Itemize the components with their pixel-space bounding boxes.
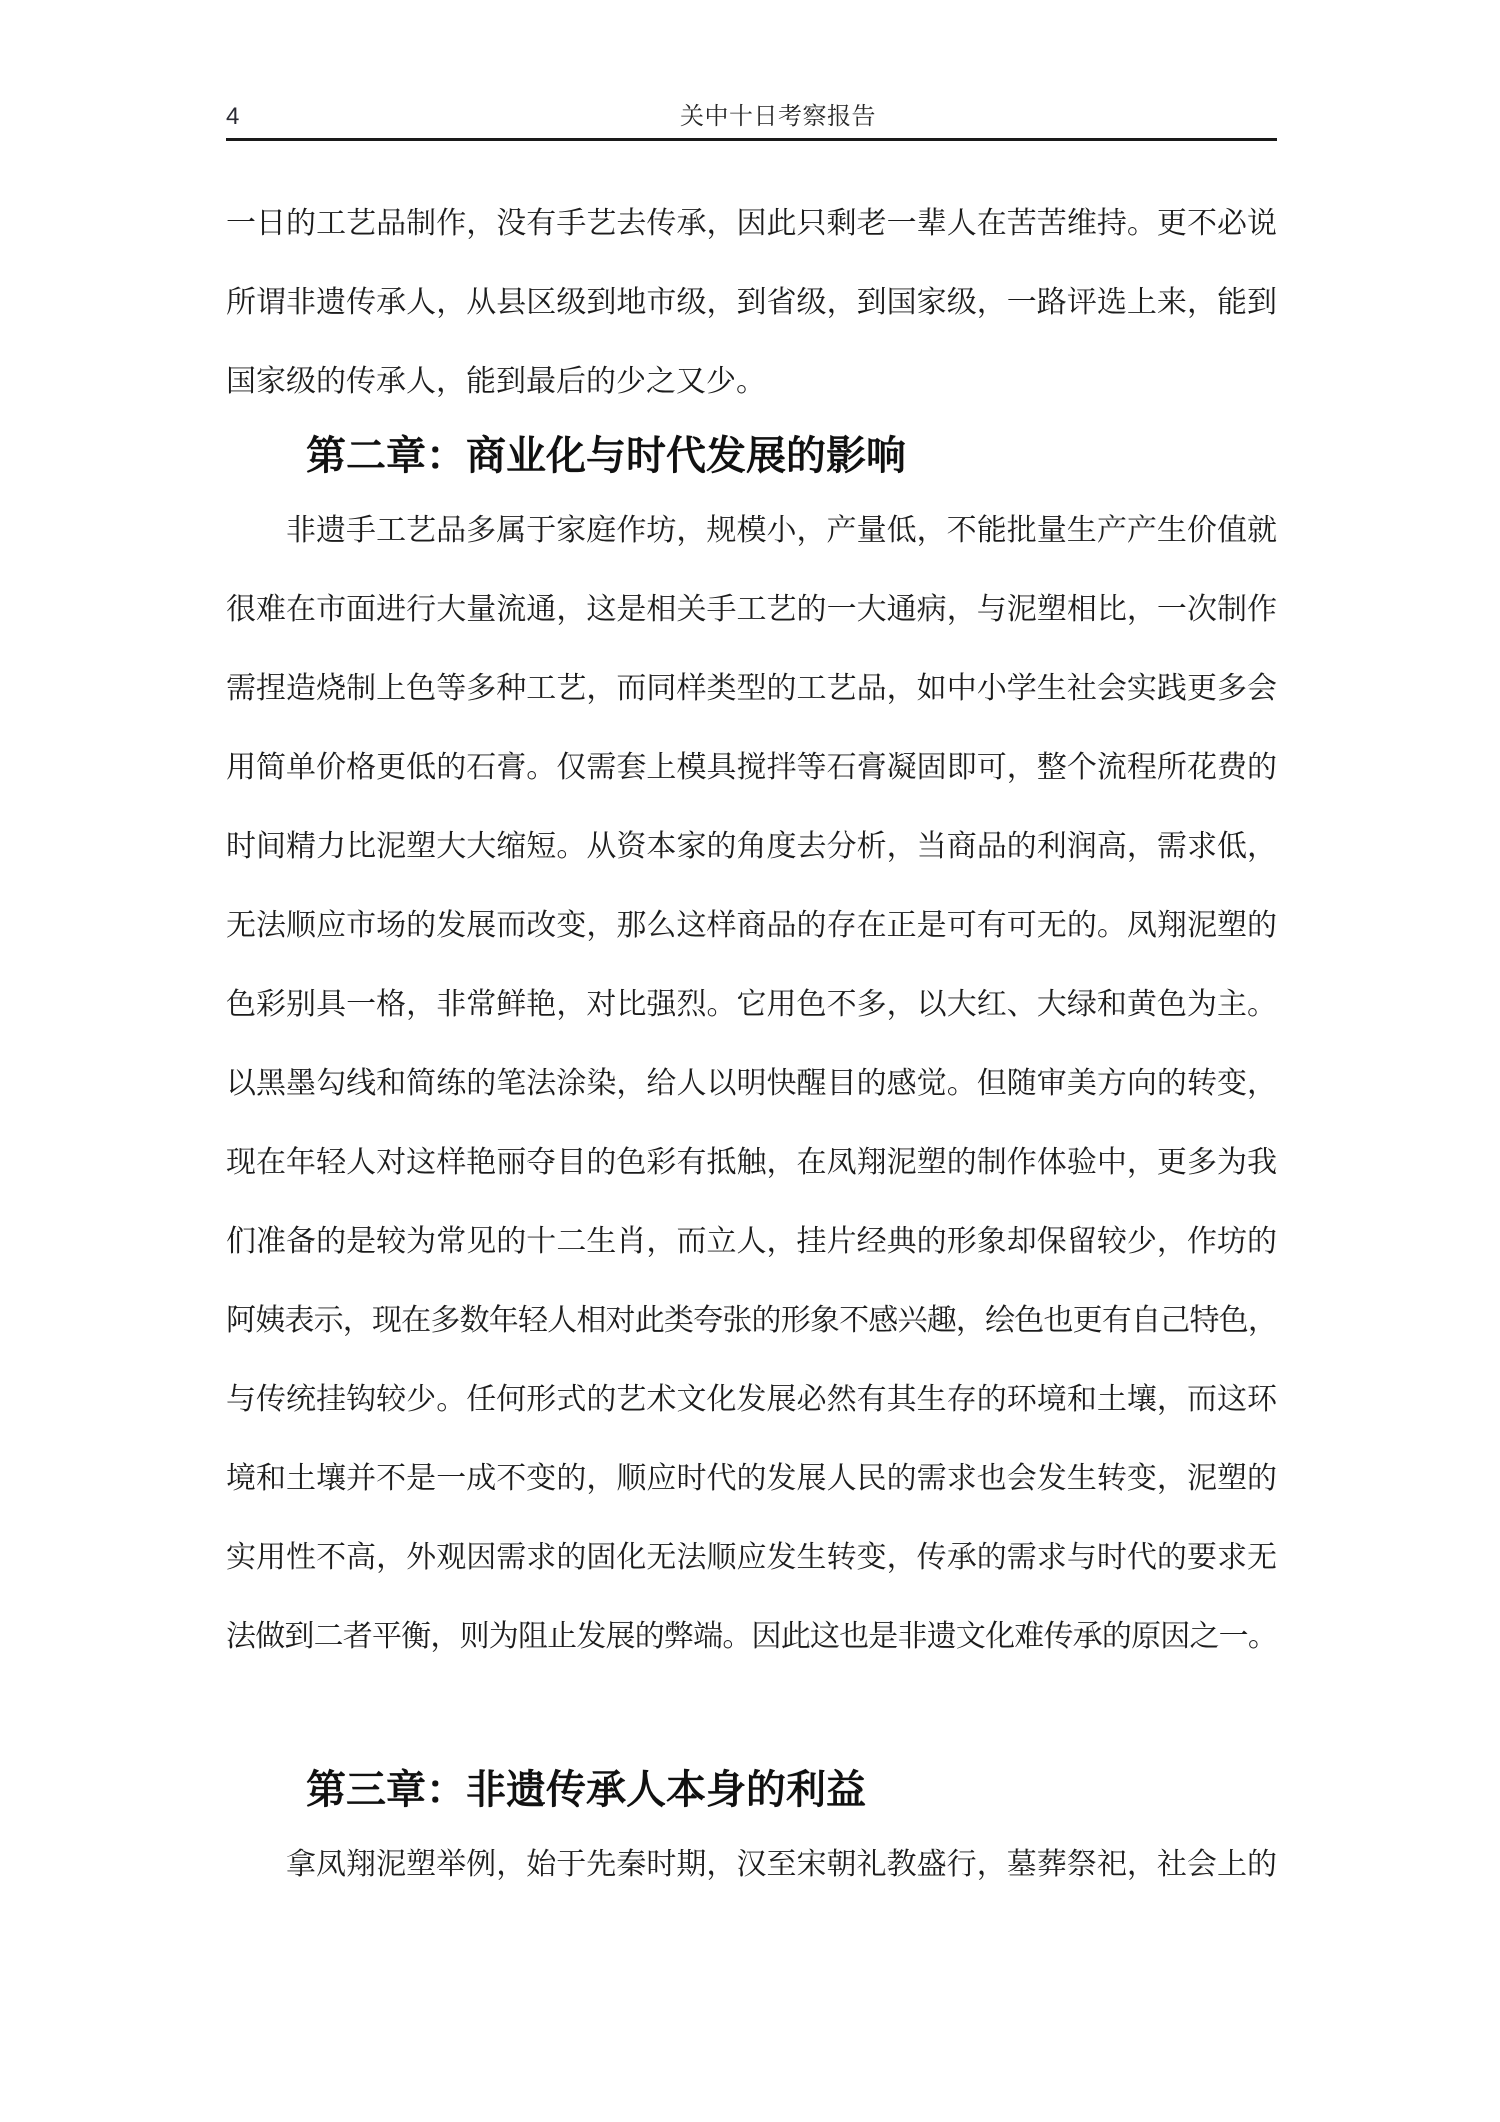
text-line: 法做到二者平衡，则为阻止发展的弊端。因此这也是非遗文化难传承的原因之一。 — [226, 1620, 1277, 1653]
text-line: 色彩别具一格，非常鲜艳，对比强烈。它用色不多，以大红、大绿和黄色为主。 — [226, 988, 1277, 1021]
paragraph — [226, 491, 1277, 1676]
text-line: 境和土壤并不是一成不变的，顺应时代的发展人民的需求也会发生转变，泥塑的 — [226, 1462, 1277, 1495]
text-line: 拿凤翔泥塑举例，始于先秦时期，汉至宋朝礼教盛行，墓葬祭祀，社会上的 — [286, 1848, 1277, 1881]
text-line: 们准备的是较为常见的十二生肖，而立人，挂片经典的形象却保留较少，作坊的 — [226, 1225, 1277, 1258]
text-line: 需捏造烧制上色等多种工艺，而同样类型的工艺品，如中小学生社会实践更多会 — [226, 672, 1277, 705]
chapter-heading-3: 第三章：非遗传承人本身的利益 — [306, 1768, 866, 1812]
page-number: 4 — [226, 103, 240, 130]
text-line: 无法顺应市场的发展而改变，那么这样商品的存在正是可有可无的。凤翔泥塑的 — [226, 909, 1277, 942]
text-line: 国家级的传承人，能到最后的少之又少。 — [226, 365, 766, 398]
text-line: 很难在市面进行大量流通，这是相关手工艺的一大通病，与泥塑相比，一次制作 — [226, 593, 1277, 626]
text-line: 实用性不高，外观因需求的固化无法顺应发生转变，传承的需求与时代的要求无 — [226, 1541, 1277, 1574]
text-line: 以黑墨勾线和简练的笔法涂染，给人以明快醒目的感觉。但随审美方向的转变， — [226, 1067, 1277, 1100]
text-line: 所谓非遗传承人，从县区级到地市级，到省级，到国家级，一路评选上来，能到 — [226, 286, 1277, 319]
text-line: 用简单价格更低的石膏。仅需套上模具搅拌等石膏凝固即可，整个流程所花费的 — [226, 751, 1277, 784]
text-line: 一日的工艺品制作，没有手艺去传承，因此只剩老一辈人在苦苦维持。更不必说 — [226, 207, 1277, 240]
text-line: 现在年轻人对这样艳丽夺目的色彩有抵触，在凤翔泥塑的制作体验中，更多为我 — [226, 1146, 1277, 1179]
text-line: 阿姨表示，现在多数年轻人相对此类夸张的形象不感兴趣，绘色也更有自己特色， — [226, 1304, 1277, 1337]
header-rule — [226, 138, 1277, 141]
paragraph — [226, 1825, 1277, 1904]
text-line: 与传统挂钩较少。任何形式的艺术文化发展必然有其生存的环境和土壤，而这环 — [226, 1383, 1277, 1416]
text-line: 时间精力比泥塑大大缩短。从资本家的角度去分析，当商品的利润高，需求低， — [226, 830, 1277, 863]
text-line: 非遗手工艺品多属于家庭作坊，规模小，产量低，不能批量生产产生价值就 — [286, 514, 1277, 547]
document-body — [226, 184, 1277, 1904]
chapter-heading-2: 第二章：商业化与时代发展的影响 — [306, 434, 906, 478]
paragraph — [226, 184, 1277, 421]
header-title: 关中十日考察报告 — [680, 103, 876, 130]
